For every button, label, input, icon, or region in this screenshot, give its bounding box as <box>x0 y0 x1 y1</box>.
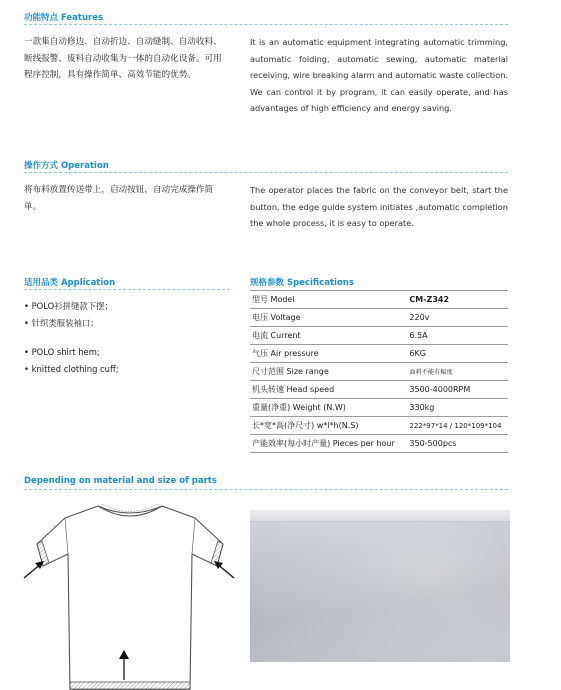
specifications-table <box>250 290 508 453</box>
features-title: 功能特点 Features <box>24 13 104 23</box>
hem <box>70 682 190 689</box>
parts-divider <box>24 489 508 490</box>
table-row <box>250 363 508 381</box>
spec-value: 220v <box>403 309 508 327</box>
spec-value: 3500-4000RPM <box>403 381 508 399</box>
table-row <box>250 327 508 345</box>
spec-value: 350-500pcs <box>403 435 508 453</box>
list-item: • knitted clothing cuff; <box>24 364 119 374</box>
spec-value: 330kg <box>403 399 508 417</box>
spec-label: 重量(净重) Weight (N.W) <box>250 399 403 417</box>
spec-value: 6KG <box>403 345 508 363</box>
features-zh-text: 一款集自动修边、自动折边、自动缝制、自动收料、断线报警、废料自动收集为一体的自动化设备。可用程序控制，具有操作简单、高效节能的优势。 <box>24 37 222 81</box>
spec-label: 型号 Model <box>250 291 403 309</box>
spec-label: 电压 Voltage <box>250 309 403 327</box>
arrow-icon <box>214 561 234 578</box>
spec-value: CM-Z342 <box>403 291 508 309</box>
spec-value: 222*97*14 / 120*109*104 <box>403 417 508 435</box>
table-row <box>250 435 508 453</box>
table-row <box>250 381 508 399</box>
features-en-text: It is an automatic equipment integrating automatic trimming, automatic folding, automatic sewing, automatic material receiving, wire breaking alarm and automatic waste collection. We can control it by program, it can easily operate, and has advantages of high efficiency and energy saving. <box>250 37 508 113</box>
tshirt-illustration <box>20 492 242 690</box>
spec-value: 6.5A <box>403 327 508 345</box>
table-row <box>250 291 508 309</box>
application-title: 适用品类 Application <box>24 278 116 288</box>
spec-label: 尺寸范围 Size range <box>250 363 403 381</box>
spec-label: 气压 Air pressure <box>250 345 403 363</box>
fabric-photo <box>250 510 510 662</box>
application-en-list <box>24 344 119 378</box>
features-divider <box>24 24 508 25</box>
parts-title: Depending on material and size of parts <box>24 476 217 486</box>
application-zh-list <box>24 298 113 332</box>
spec-label: 电流 Current <box>250 327 403 345</box>
application-divider <box>24 289 230 290</box>
table-row <box>250 417 508 435</box>
table-row <box>250 345 508 363</box>
list-item: • 针织类服装袖口； <box>24 318 99 328</box>
spec-label: 长*宽*高(净尺寸) w*l*h(N.S) <box>250 417 403 435</box>
list-item: • POLO shirt hem; <box>24 347 100 357</box>
spec-label: 产能效率(每小时产量) Pieces per hour <box>250 435 403 453</box>
spec-label: 机头转速 Head speed <box>250 381 403 399</box>
fabric-hem-edge <box>250 510 510 522</box>
spec-value: 面料不能有幅度 <box>403 363 508 381</box>
operation-zh-text: 将布料放置传送带上，启动按钮，自动完成操作简单。 <box>24 185 214 212</box>
list-item: • POLO衫拼缝款下摆； <box>24 301 113 311</box>
arrow-icon <box>24 561 44 578</box>
operation-divider <box>24 172 508 173</box>
table-row <box>250 309 508 327</box>
operation-title: 操作方式 Operation <box>24 161 109 171</box>
specifications-title: 规格参数 Specifications <box>250 278 354 288</box>
tshirt-body <box>37 506 223 690</box>
table-row <box>250 399 508 417</box>
operation-en-text: The operator places the fabric on the conveyor belt, start the button, the edge guide system initiates ,automatic completion the whole process, it is easy to operate. <box>250 185 508 228</box>
